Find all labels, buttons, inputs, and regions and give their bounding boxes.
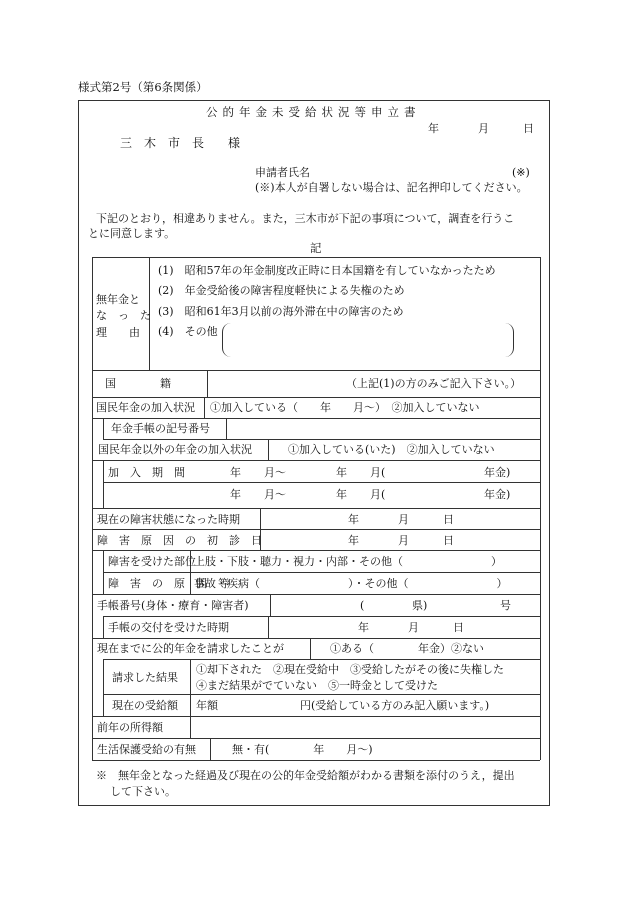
other-pension-value: ①加入している(いた) ②加入していない bbox=[288, 443, 495, 456]
first-visit-month: 月 bbox=[398, 534, 409, 547]
form-title: 公的年金未受給状況等申立書 bbox=[206, 105, 421, 119]
declaration-line-2: とに同意します。 bbox=[88, 227, 176, 240]
welfare-value: 無・有( 年 月～) bbox=[232, 743, 373, 756]
reason-option-3: (3) 昭和61年3月以前の海外滞在中の障害のため bbox=[158, 305, 404, 318]
first-visit-year: 年 bbox=[348, 534, 359, 547]
claim-result-line-2: ④まだ結果がでていない ⑤一時金として受けた bbox=[196, 679, 438, 692]
date-month: 月 bbox=[478, 122, 489, 135]
enrollment-period-label: 加 入 期 間 bbox=[108, 466, 185, 479]
claim-result-label: 請求した結果 bbox=[112, 671, 178, 684]
claim-value: ①ある（ 年金）②ない bbox=[330, 642, 484, 655]
nationality-note: （上記(1)の方のみご記入下さい。） bbox=[346, 377, 522, 390]
handbook-date-label: 手帳の交付を受けた時期 bbox=[108, 621, 229, 634]
declaration-line-1: 下記のとおり，相違ありません。また，三木市が下記の事項について，調査を行うこ bbox=[96, 212, 515, 225]
other-reason-bracket[interactable] bbox=[222, 323, 514, 357]
enroll-1-amount: 年金) bbox=[484, 466, 511, 479]
reason-label-1: 無年金と bbox=[96, 293, 140, 306]
handbook-date-year: 年 bbox=[358, 621, 369, 634]
current-amount-prefix: 年額 bbox=[196, 699, 218, 712]
applicant-label: 申請者氏名 bbox=[255, 166, 310, 179]
disability-date-year: 年 bbox=[348, 513, 359, 526]
enroll-2-to-year: 年 bbox=[336, 488, 347, 501]
disability-cause-label: 障 害 の 原 因 等 bbox=[108, 577, 229, 590]
claim-label: 現在までに公的年金を請求したことが bbox=[97, 642, 284, 655]
disability-date-day: 日 bbox=[443, 513, 454, 526]
enroll-1-to-month: 月( bbox=[370, 466, 386, 479]
enroll-1-from-month: 月～ bbox=[264, 466, 286, 479]
enroll-1-to-year: 年 bbox=[336, 466, 347, 479]
enroll-2-from-month: 月～ bbox=[264, 488, 286, 501]
footnote-line-1: ※ 無年金となった経過及び現在の公的年金受給額がわかる書類を添付のうえ，提出 bbox=[96, 769, 515, 782]
reason-label-2: な っ た bbox=[96, 309, 151, 322]
other-pension-label: 国民年金以外の年金の加入状況 bbox=[98, 443, 252, 456]
footnote-line-2: して下さい。 bbox=[110, 785, 176, 798]
reason-option-1: (1) 昭和57年の年金制度改正時に日本国籍を有していなかったため bbox=[158, 264, 496, 277]
enroll-2-to-month: 月( bbox=[370, 488, 386, 501]
reason-label-3: 理 由 bbox=[96, 326, 140, 339]
handbook-pref-open: ( bbox=[360, 599, 365, 612]
reason-option-2: (2) 年金受給後の障害程度軽快による失権のため bbox=[158, 284, 405, 297]
national-pension-value: ①加入している（ 年 月～） ②加入していない bbox=[210, 401, 480, 414]
enroll-2-from-year: 年 bbox=[230, 488, 241, 501]
enroll-1-from-year: 年 bbox=[230, 466, 241, 479]
reason-option-4: (4) その他 bbox=[158, 325, 218, 338]
applicant-mark: (※) bbox=[512, 166, 530, 179]
handbook-pref: 県) bbox=[412, 599, 428, 612]
first-visit-day: 日 bbox=[443, 534, 454, 547]
disability-date-month: 月 bbox=[398, 513, 409, 526]
first-visit-label: 障 害 原 因 の 初 診 日 bbox=[97, 534, 262, 547]
addressee: 三 木 市 長 様 bbox=[120, 136, 241, 150]
applicant-note: (※)本人が自署しない場合は、記名押印してください。 bbox=[255, 181, 528, 194]
current-amount-suffix: 円(受給している方のみ記入願います。) bbox=[300, 699, 490, 712]
disability-part-label: 障害を受けた部位 bbox=[108, 555, 196, 568]
handbook-date-day: 日 bbox=[453, 621, 464, 634]
claim-result-line-1: ①却下された ②現在受給中 ③受給したがその後に失権した bbox=[196, 663, 504, 676]
current-amount-label: 現在の受給額 bbox=[112, 699, 178, 712]
handbook-label: 手帳番号(身体・療育・障害者) bbox=[97, 599, 249, 612]
welfare-label: 生活保護受給の有無 bbox=[97, 743, 196, 756]
nationality-label: 国 籍 bbox=[105, 377, 171, 390]
disability-part-value: 上肢・下肢・聴力・視力・内部・その他（ ） bbox=[194, 555, 502, 568]
enroll-2-amount: 年金) bbox=[484, 488, 511, 501]
handbook-number: 号 bbox=[500, 599, 511, 612]
disability-cause-value: 事故・疾病（ ）・その他（ ） bbox=[194, 577, 508, 590]
pension-book-label: 年金手帳の記号番号 bbox=[111, 422, 210, 435]
form-number: 様式第2号（第6条関係） bbox=[78, 80, 208, 94]
date-year: 年 bbox=[428, 122, 439, 135]
national-pension-label: 国民年金の加入状況 bbox=[96, 401, 195, 414]
prev-income-label: 前年の所得額 bbox=[97, 721, 163, 734]
ki-label: 記 bbox=[310, 241, 322, 255]
date-day: 日 bbox=[523, 122, 534, 135]
handbook-date-month: 月 bbox=[408, 621, 419, 634]
disability-date-label: 現在の障害状態になった時期 bbox=[97, 513, 240, 526]
